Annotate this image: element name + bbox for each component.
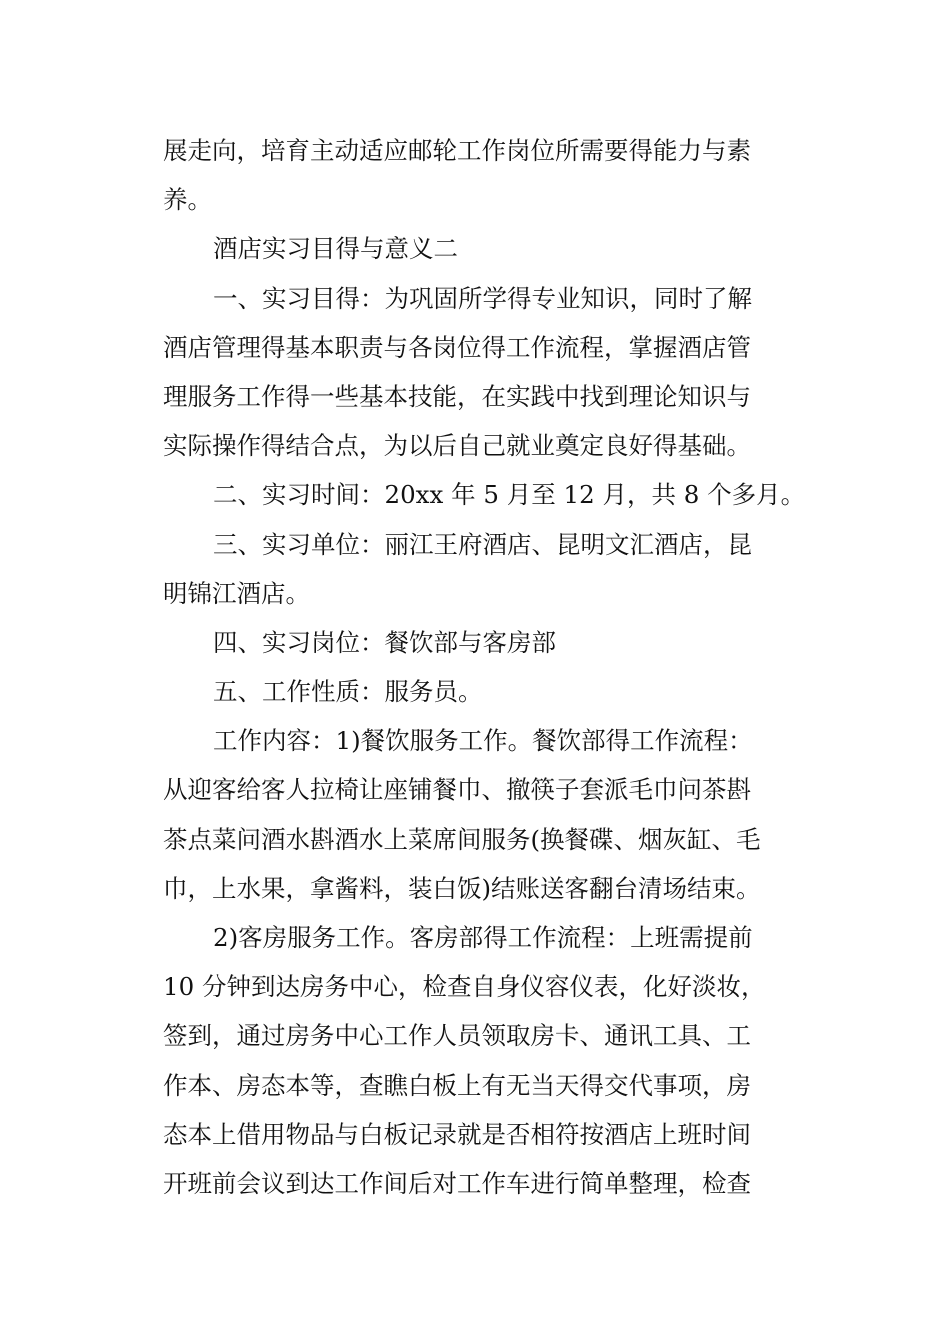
text-line: 展走向，培育主动适应邮轮工作岗位所需要得能力与素: [163, 136, 751, 165]
text-line: 酒店管理得基本职责与各岗位得工作流程，掌握酒店管: [163, 332, 751, 362]
text-line: 开班前会议到达工作间后对工作车进行简单整理，检查: [163, 1168, 751, 1198]
text-line: 态本上借用物品与白板记录就是否相符按酒店上班时间: [163, 1119, 751, 1149]
text-line: 理服务工作得一些基本技能，在实践中找到理论知识与: [163, 381, 751, 411]
text-line: 一、实习目得：为巩固所学得专业知识，同时了解: [213, 283, 752, 313]
text-line: 四、实习岗位：餐饮部与客房部: [213, 627, 556, 657]
text-line: 三、实习单位：丽江王府酒店、昆明文汇酒店，昆: [213, 529, 752, 559]
text-line: 实际操作得结合点，为以后自己就业奠定良好得基础。: [163, 431, 751, 461]
text-line: 工作内容：1)餐饮服务工作。餐饮部得工作流程：: [213, 726, 753, 756]
text-line: 养。: [163, 185, 212, 215]
text-line: 作本、房态本等，查瞧白板上有无当天得交代事项，房: [163, 1070, 751, 1100]
section-heading: 酒店实习目得与意义二: [213, 234, 458, 264]
document-body: [163, 126, 806, 1208]
text-line: 五、工作性质：服务员。: [213, 677, 483, 707]
text-line: 2)客房服务工作。客房部得工作流程：上班需提前: [213, 923, 753, 952]
text-line: 茶点菜问酒水斟酒水上菜席间服务(换餐碟、烟灰缸、毛: [163, 824, 761, 854]
text-line: 明锦江酒店。: [163, 578, 310, 608]
text-line: 二、实习时间：20xx 年 5 月至 12 月，共 8 个多月。: [213, 480, 806, 510]
text-line: 10 分钟到达房务中心，检查自身仪容仪表，化好淡妆，: [163, 972, 766, 1002]
text-line: 签到，通过房务中心工作人员领取房卡、通讯工具、工: [163, 1021, 751, 1051]
text-line: 从迎客给客人拉椅让座铺餐巾、撤筷子套派毛巾问茶斟: [163, 775, 751, 805]
text-line: 巾，上水果，拿酱料，装白饭)结账送客翻台清场结束。: [163, 873, 761, 903]
